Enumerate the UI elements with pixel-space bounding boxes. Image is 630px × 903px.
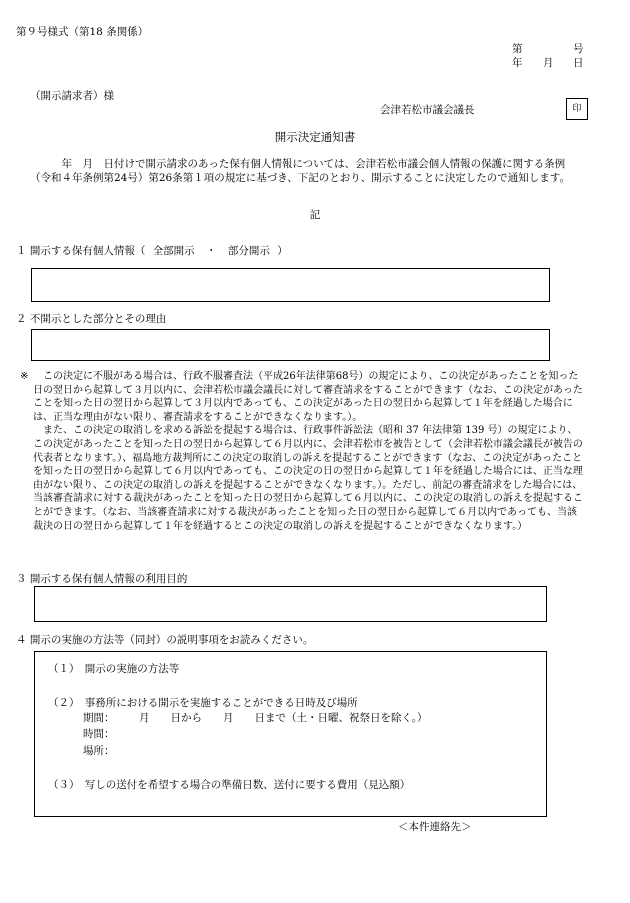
section1-info-box[interactable] [31,268,550,302]
notice-paragraph-1: この決定に不服がある場合は、行政不服審査法（平成26年法律第68号）の規定により、この決定があったことを知った日の翌日から起算して３月以内に、会津若松市議会議長に対して審査請求をすることができます（なお、この決定があったことを知った日の翌日から起算して３月以内であっても、この決定があった日の翌日から起算して１年を経過した場合には、正当な理由がない限り、審査請求をすることができなくなります。）。 [33,371,583,423]
seal-box: 印 [566,98,588,120]
time-label: 時間： [83,728,115,740]
method-item-1: （１） 開示の実施の方法等 [48,663,180,675]
form-number: 第９号様式（第18 条関係） [16,26,149,38]
option-partial-disclosure: 部分開示 [227,245,270,257]
method-item-2: （２） 事務所における開示を実施することができる日時及び場所 [48,697,358,709]
option-full-disclosure: 全部開示 [152,245,195,257]
section2-heading: ２ 不開示とした部分とその理由 [16,313,167,325]
section3-purpose-box[interactable] [34,586,547,622]
date-month: 月 [543,57,554,69]
section1-close: ） [277,245,288,257]
ki-marker: 記 [309,209,321,221]
notice-block [33,370,585,533]
section1-label: １ 開示する保有個人情報（ [16,245,146,257]
intro-paragraph: 年 月 日付けで開示請求のあった保有個人情報については、会津若松市議会個人情報の保護に関する条例（令和４年条例第24号）第26条第１項の規定に基づき、下記のとおり、開示することに決定したので通知します。 [30,158,570,185]
addressee: （開示請求者）様 [30,90,114,102]
contact-label: ＜本件連絡先＞ [398,821,472,833]
date-year: 年 [512,57,523,69]
method-item-3: （３） 写しの送付を希望する場合の準備日数、送付に要する費用（見込額） [48,779,411,791]
date-day: 日 [573,57,584,69]
place-label: 場所： [83,745,115,757]
section2-reason-box[interactable] [31,329,550,361]
section4-heading: ４ 開示の実施の方法等（同封）の説明事項をお読みください。 [16,634,314,646]
doc-no-suffix: 号 [573,43,584,55]
section1-heading [16,244,288,258]
page-title: 開示決定通知書 [274,130,356,144]
option-separator: ・ [206,245,217,257]
section4-method-box [34,651,547,817]
period-label: 期間： [83,712,115,724]
doc-no-prefix: 第 [512,43,523,55]
notice-mark: ※ [20,371,29,382]
issuer-name: 会津若松市議会議長 [380,104,475,116]
notice-paragraph-2: また、この決定の取消しを求める訴訟を提起する場合は、行政事件訴訟法（昭和 37 年法律第 139 号）の規定により、この決定があったことを知った日の翌日から起算して６月以内に、会津若松市を被告として（会津若松市議会議長が被告の代表者となります。）、福島地方裁判所にこの決定の取消しの訴えを提起することができます（なお、この決定があったことを知った日の翌日から起算して６月以内であっても、この決定の日の翌日から起算して１年を経過した場合には、正当な理由がない限り、この決定の取消しの訴えを提起することができなくなります。）。ただし、前記の審査請求をした場合には、当該審査請求に対する裁決があったことを知った日の翌日から起算して６月以内に、この決定の取消しの訴えを提起することができます。（なお、当該審査請求に対する裁決があったことを知った日の翌日から起算して６月以内であっても、当該裁決の日の翌日から起算して１年を経過するとこの決定の取消しの訴えを提起することができなくなります。） [33,425,583,532]
section3-heading: ３ 開示する保有個人情報の利用目的 [16,573,188,585]
period-text: 月 日から 月 日まで（土・日曜、祝祭日を除く。） [139,712,428,724]
